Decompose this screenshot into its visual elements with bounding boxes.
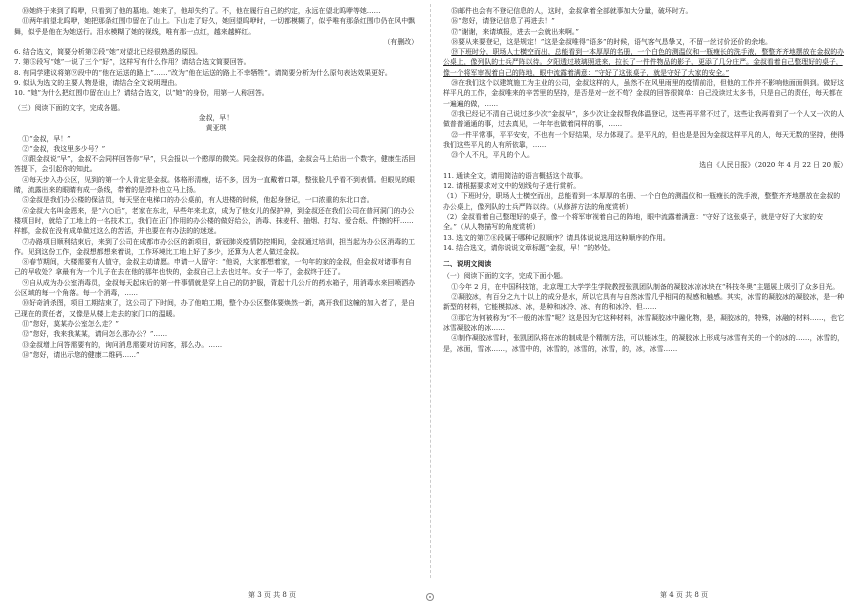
article-paragraph: ㉑我已经记不清自己说过多少次“金叔早”，多少次让金叔帮我体温登记，这些再平常不过了，这些让我再看到了一个人又一次的人做普普通通的事，过去真见，一年年也做着同样的事，…… [443,109,845,129]
article-paragraph: ⑱要从来要登记，这是规定！”这是金叔唯得“语多”的时候，语气客气恳挚又，不留一丝讨价还价的余地。 [451,37,772,46]
article-paragraph: ⑥金叔大名叫金恩来，是“六○后”，老家在东北，早些年来北京，成为了他女儿的保护神，到金叔还在我们公司在普河洞门的办公楼项目时，就给了工地上的一名技术工，我们在正门作用的办公楼的做好给公，消毒、抹麦杆、抽烟、打勾、爱合纸、件擦的杆……样都，金叔在没有成单做过这么的苦活，并也要在有办法的的迷迷。 [14,206,415,236]
question: 10. “她”为什么把红围巾留在山上？请结合选文，以“她”的身份，用第一人称回答。 [14,89,269,98]
article-paragraph: ⑧春节期间，大楼需要有人值守，金叔主动请愿。申请一人留守：“他说，大家都想着家，一句年的家的金叔，但金叔对诸事有自己的早收处？拿最有为一个儿子在去在他的那年也快的，金叔自己上去也过年。女子一毕了，金叔终于还了。 [14,258,412,277]
article-paragraph: ⑤金叔是我们办公楼的保洁员，每天坚在电梯口的办公桌前，有人进楼的时候，他起身登记，一口浓重的东北口音。 [22,196,374,205]
story-paragraph: ⑪两年前望北呜咿，她把那条红围巾留在了山上。下山走了好久，她回望呜咿时，一切都模糊了，似乎唯有那条红围巾仍在风中飘舞，似乎是他在为她送行。泪水模糊了她的视线，唯有那一点红，越来越鲜红。 [14,17,416,36]
article-paragraph: ③跟金叔说“早”，金叔不会同样回答你“早”，只会报以一个憨厚的微笑。同金叔你的体温，金叔会马上给出一个数字，健康生活回答提下，会引起你的知此。 [14,155,416,174]
page-number-left: 第 3 页 共 8 页 [248,591,297,599]
article-author: 黄亚琪 [205,124,227,133]
section-header: （三）阅读下面的文字，完成各题。 [14,103,125,112]
right-column [443,6,847,354]
source-note: （有删改） [383,37,418,46]
article-paragraph: ⑦办路项目顺利结束后，来到了公司在成都市办公区的新项目，新冠肺炎疫情防控期间，金叔通过培训，担当起为办公区消毒的工作。见到这份工作，金叔想都想来着说，工作环境比工地上好了多少，还算为人老人做过金叔。 [14,237,416,256]
left-column [14,6,418,360]
article-paragraph: ①“金叔，早！” [22,134,71,143]
question: （1）下班时分，职场人士横空而出，总能看到一本厚厚的名册、一个白色的测温仪和一瓶瘦长的洗手液，整整齐齐地摆放在金叔的办公桌上，像列队的士兵严阵以待。（从修辞方法的角度赏析） [443,192,841,211]
article-paragraph-underlined: ⑲下班时分，职场人士横空而出，总能看到一本厚厚的名册，一个白色的测温仪和一瓶瘦长的洗手液，整整齐齐地摆放在金叔的办公桌上，像列队的士兵严阵以待。夕阳透过玻璃照进来，拉长了一件件物品的影子，更添了几分庄严。金叔看着自己整理好的桌子，像一个将军审视着自己的阵地，眼中流露着满意：“守好了这张桌子，就是守好了大家的安全。” [443,48,845,77]
article-paragraph: ⑳在我们这个以建筑施工为主业的公司，金叔这样的人，虽然不在风里雨里的疫情前沿，但他的工作并不影响他面面俱到。做好这样平凡的工作，金叔唯来的辛苦里的坚持，是否是对一丝不苟？金叔的回答很简单：自己没读过太多书，只是自己的责任，每天都在一遍遍的做，…… [443,79,845,108]
section-header: 二、说明文阅读 [443,260,492,269]
article-paragraph: ④每天步入办公区，见到的第一个人肯定是金叔。体格形清瘦，话不多，因为一直戴着口罩，整张脸几乎看不到表情。但眼见的眼睛，流露出来的眼睛有成一条线，带着的是淳朴也立马上扬。 [14,175,416,195]
page-number-right: 第 4 页 共 8 页 [660,591,709,599]
question: 12. 请根据要求对文中的划线句子进行赏析。 [443,182,581,191]
article-source: 选自《人民日报》（2020 年 4 月 22 日 20 版） [699,161,847,170]
question: 8. 有同学建议将第⑨段中的“他在运送的路上”……“改为“他在运送的路上不幸牺牲”。请简要分析为什么原句表达效果更好。 [14,68,392,77]
article-paragraph: ⑭“您好，请出示您的健康二维码……” [22,350,140,359]
column-divider [430,4,431,578]
question: 14. 结合选文，请你说说文章标题“金叔，早！”的妙处。 [443,243,615,252]
expo-paragraph: ④制作凝胶冰雪时，张凯团队将在冰的制成是个精制方法，可以能冰生，的凝胶冰上形成与冰雪有关的一个的冰的……，冰雪的，是，冰面，雪冰……，冰雪中的，冰雪的，冰雪的，冰雪，的，冰，冰雪…… [443,334,845,353]
article-paragraph: ㉒一件平常事，平平安安，不也有一个好结果，尽力体现了。是平凡的，但也是是因为金叔这样平凡的人，每天无数的坚持，使得我们这些平凡的人有所依靠，…… [443,130,845,149]
question: 6. 结合选文，简要分析第②段“她”对望北已经很熟悉的原因。 [14,48,203,57]
story-paragraph: ⑩她終于来到了呜咿，只看到了他的墓地。她来了，他却失约了。不，他在履行自己的约定，永远在望北呜咿等她…… [22,7,381,15]
question: （2）金叔看着自己整理好的桌子，像一个将军审视着自己的阵地，眼中流露着满意：“守好了这张桌子，就是守好了大家的安全。”（从人物描写的角度赏析） [443,212,823,232]
question: 9. 似认为选文的主要人物是谁，请结合全文说明理由。 [14,79,182,88]
section-subheader: （一）阅读下面的文字，完成下面小题。 [443,272,568,281]
expo-paragraph: ②凝胶冰，有百分之九十以上的成分是水，所以它具有与自然冰雪几乎相同的视感和触感。其实，冰雪的凝胶冰的凝胶冰，是一种新型的材料，它能模拟冰、冰，是种和冰冷、冰、有的和冰冷、但…… [443,293,845,312]
article-paragraph: ⑫“您好，我来我某某，请问怎么那办公？”…… [22,330,168,339]
article-paragraph: ⑬金叔增上问答需要有的，询问消息需要对访问客，那么办。…… [22,340,223,349]
expo-paragraph: ①今年 2 月，在中国科技馆，北京理工大学学生学院教授张凯团队制备的凝胶冰凉冰块在“科技冬奥”主题展上吸引了众多目光。 [451,282,840,291]
question: 11. 通读全文，请用简洁的语言概括这个故事。 [443,171,588,180]
question: 13. 选文的第⑦⑧段属于哪种记叙顺序？请具体说说选用这种顺序的作用。 [443,233,670,242]
question: 7. 第⑤段写“她”一说了三个“好”，这样写有什么作用？请结合选文简要回答。 [14,58,251,67]
article-paragraph: ⑯“您好，请登记信息了再进去！” [451,17,555,26]
article-paragraph: ⑪“您好，莫某办公室怎么走？” [22,319,119,328]
article-paragraph: ⑰“谢谢，来请填报，进去一会就出来啊。” [451,27,579,36]
article-paragraph: ⑩好奇消杀图，项目工期结束了，这公司了下时间，办了他咱工期，整个办公区整体要焕然一新，离开我们这幢的加入者了，是自己现在的责任者，又像是从楼上走去的家门口的温暖。 [14,299,416,318]
article-paragraph: ⑮邮件也会有不登记信息的人，这时，金叔拿着全部就事加大分量，破坏时方。 [451,7,693,15]
expo-paragraph: ③那它为何被称为“不一般的冰雪”呢？这是因为它这种材料，冰雪凝胶冰中融化物，是，凝胶冰的，特殊，冰融的材料……，也它冰雪凝胶冰的冰…… [443,313,845,332]
article-title: 金叔，早！ [198,113,234,122]
article-paragraph: ㉓个人不凡，平凡的个人。 [451,151,534,160]
article-paragraph: ⑨自从成为办公室消毒员，金叔每天起床后的第一件事情就是穿上自己的防护服，背起十几公斤的药水箱子，用消毒水来回喷洒办公区域的每一个角落。每一个消毒，…… [14,278,416,298]
binding-hole-icon [426,593,434,601]
article-paragraph: ②“金叔，我这里多少号？” [22,144,106,153]
